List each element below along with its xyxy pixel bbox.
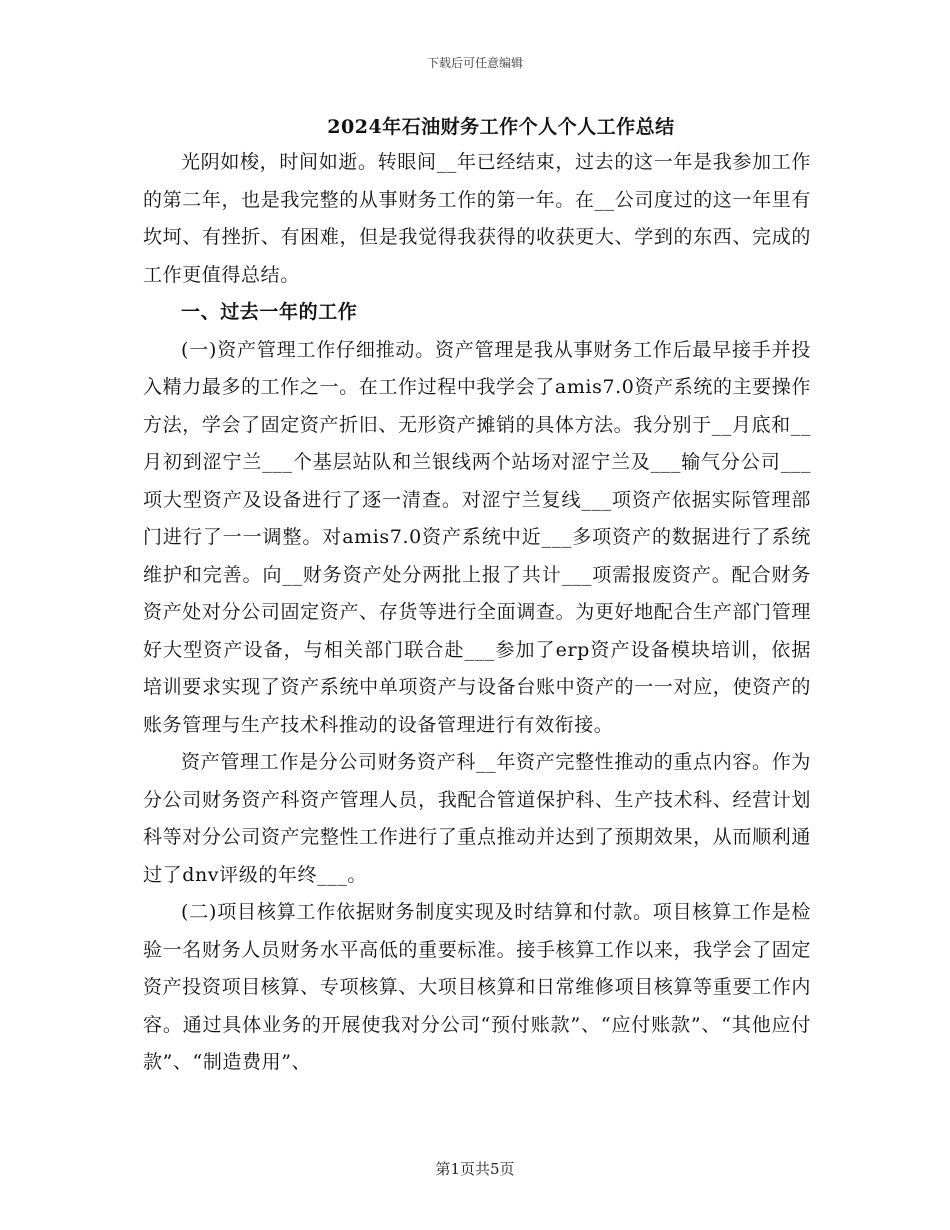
page-header-note: 下载后可任意编辑	[426, 56, 523, 70]
paragraph-project-accounting: (二)项目核算工作依据财务制度实现及时结算和付款。项目核算工作是检验一名财务人员财务水平高低的重要标准。接手核算工作以来，我学会了固定资产投资项目核算、专项核算、大项目核算和日常维修项目核算等重要工作内容。通过具体业务的开展使我对分公司“预付账款”、“应付账款”、“其他应付款”、“制造费用”、	[143, 901, 811, 1073]
paragraph-asset-management: (一)资产管理工作仔细推动。资产管理是我从事财务工作后最早接手并投入精力最多的工作之一。在工作过程中我学会了amis7.0资产系统的主要操作方法，学会了固定资产折旧、无形资产摊销的具体方法。我分别于__月底和__月初到涩宁兰___个基层站队和兰银线两个站场对涩宁兰及___输气分公司___项大型资产及设备进行了逐一清查。对涩宁兰复线___项资产依据实际管理部门进行了一一调整。对amis7.0资产系统中近___多项资产的数据进行了系统维护和完善。向__财务资产处分两批上报了共计___项需报废资产。配合财务资产处对分公司固定资产、存货等进行全面调查。为更好地配合生产部门管理好大型资产设备，与相关部门联合赴___参加了erp资产设备模块培训，依据培训要求实现了资产系统中单项资产与设备台账中资产的一一对应，使资产的账务管理与生产技术科推动的设备管理进行有效衔接。	[143, 338, 811, 736]
section-heading-past-year: 一、过去一年的工作	[181, 301, 358, 323]
page-number-footer: 第1页共5页	[435, 1160, 515, 1178]
document-body	[143, 112, 811, 1082]
paragraph-intro: 光阴如梭，时间如逝。转眼间__年已经结束，过去的这一年是我参加工作的第二年，也是我完整的从事财务工作的第一年。在__公司度过的这一年里有坎坷、有挫折、有困难，但是我觉得我获得的收获更大、学到的东西、完成的工作更值得总结。	[143, 151, 811, 286]
document-title: 2024年石油财务工作个人个人工作总结	[327, 116, 675, 138]
paragraph-asset-integrity: 资产管理工作是分公司财务资产科__年资产完整性推动的重点内容。作为分公司财务资产科资产管理人员，我配合管道保护科、生产技术科、经营计划科等对分公司资产完整性工作进行了重点推动并达到了预期效果，从而顺利通过了dnv评级的年终___。	[143, 751, 811, 886]
